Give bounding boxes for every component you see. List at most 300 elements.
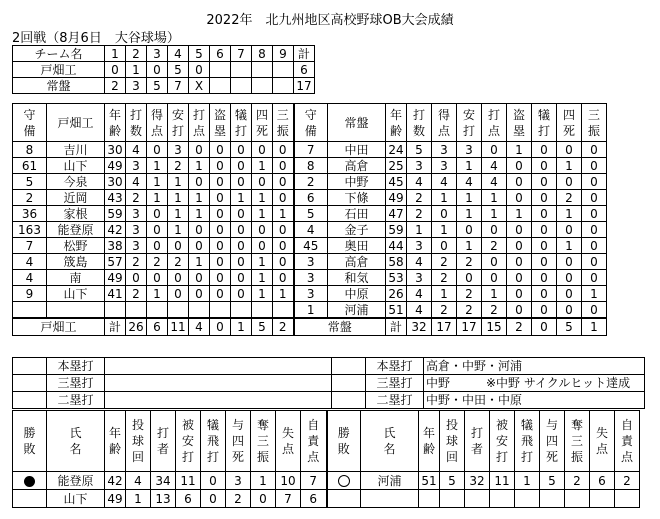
pitching-header-cell: 奪 三 振: [251, 411, 276, 472]
inning-runs-cell: [210, 78, 231, 94]
batter-stat: 2: [557, 190, 582, 206]
batter-stat: 0: [582, 222, 607, 238]
batter-stat: 0: [582, 190, 607, 206]
batter-name: [47, 302, 105, 319]
total-stat: 5: [557, 318, 582, 336]
inning-runs-cell: 7: [168, 78, 189, 94]
inning-runs-cell: 5: [168, 62, 189, 78]
batter-stat: 3: [407, 270, 432, 286]
batter-stat: 0: [189, 142, 210, 158]
batter-stat: [13, 302, 47, 319]
batter-stat: 0: [457, 270, 482, 286]
pitcher-stat: 5: [440, 472, 465, 490]
batter-stat: 3: [407, 238, 432, 254]
batter-stat: 0: [231, 142, 252, 158]
batter-stat: 1: [557, 158, 582, 174]
totals-label: 計: [105, 318, 126, 336]
pitcher-stat: [490, 490, 515, 508]
batter-stat: 45: [386, 174, 407, 190]
batter-stat: 0: [482, 254, 507, 270]
stat-header: 得 点: [147, 104, 168, 142]
batter-stat: 0: [557, 222, 582, 238]
pitcher-stat: 11: [176, 472, 201, 490]
total-stat: 2: [273, 318, 294, 336]
batter-stat: 0: [432, 206, 457, 222]
pitcher-stat: 13: [151, 490, 176, 508]
batter-stat: 2: [147, 254, 168, 270]
pitching-header-cell: 打 者: [465, 411, 490, 472]
batter-stat: 0: [273, 174, 294, 190]
batter-stat: 44: [386, 238, 407, 254]
batter-stat: 3: [168, 142, 189, 158]
batter-stat: 0: [252, 238, 273, 254]
batter-stat: 0: [507, 238, 532, 254]
batter-stat: 4: [457, 174, 482, 190]
batter-stat: 26: [386, 286, 407, 302]
batter-stat: 0: [231, 158, 252, 174]
batter-stat: 0: [189, 286, 210, 302]
pitching-header-cell: 犠 飛 打: [201, 411, 226, 472]
pitcher-stat: 42: [105, 472, 126, 490]
batter-stat: 30: [105, 174, 126, 190]
batter-stat: 2: [407, 190, 432, 206]
pitching-header-cell: 奪 三 振: [565, 411, 590, 472]
batter-stat: 1: [252, 286, 273, 302]
pitching-header-cell: 与 四 死: [226, 411, 251, 472]
batter-row: [13, 238, 607, 254]
batter-stat: 24: [386, 142, 407, 158]
blank-cell: [13, 358, 47, 375]
batter-stat: 1: [231, 190, 252, 206]
stat-header: 年 齢: [386, 104, 407, 142]
inning-runs-cell: 3: [126, 78, 147, 94]
inning-runs-cell: [252, 62, 273, 78]
blank-cell: [332, 375, 366, 392]
batter-name: 下條: [328, 190, 386, 206]
extra-base-row: [13, 375, 645, 392]
batter-stat: 1: [457, 238, 482, 254]
batter-stat: 0: [507, 270, 532, 286]
batter-stat: 2: [168, 254, 189, 270]
line-score-row: [13, 78, 315, 94]
batter-stat: 1: [252, 254, 273, 270]
batter-stat: 0: [210, 222, 231, 238]
pitcher-stat: 4: [126, 472, 151, 490]
pitching-table: [12, 410, 640, 508]
batter-stat: 5: [294, 206, 328, 222]
batter-stat: 2: [457, 254, 482, 270]
batter-stat: 0: [507, 254, 532, 270]
batter-stat: 0: [210, 206, 231, 222]
line-score-table: [12, 45, 315, 94]
batter-name: 高倉: [328, 158, 386, 174]
batter-stat: 1: [168, 206, 189, 222]
line-score-header-cell: 5: [189, 46, 210, 62]
line-score-header: [13, 46, 315, 62]
batter-stat: 49: [105, 158, 126, 174]
pitcher-stat: [615, 490, 640, 508]
batter-stat: 58: [386, 254, 407, 270]
batter-stat: 0: [147, 222, 168, 238]
pitching-header-cell: 失 点: [590, 411, 615, 472]
blank-cell: [13, 375, 47, 392]
batter-stat: 4: [126, 142, 147, 158]
line-score-header-cell: 4: [168, 46, 189, 62]
batter-stat: 0: [210, 174, 231, 190]
batter-stat: 0: [189, 238, 210, 254]
batter-stat: 1: [189, 206, 210, 222]
batter-stat: 30: [105, 142, 126, 158]
game-subtitle: 2回戦（8月6日 大谷球場）: [12, 31, 180, 46]
batter-stat: 43: [105, 190, 126, 206]
batter-stat: 4: [482, 158, 507, 174]
batter-stat: 0: [273, 222, 294, 238]
batter-stat: 0: [482, 142, 507, 158]
batter-stat: 53: [386, 270, 407, 286]
batter-stat: 0: [532, 206, 557, 222]
batter-row: [13, 270, 607, 286]
batter-stat: 0: [582, 158, 607, 174]
batter-stat: 1: [168, 190, 189, 206]
line-score-header-cell: チーム名: [13, 46, 105, 62]
stat-header: 安 打: [457, 104, 482, 142]
pitcher-name: 山下: [47, 490, 105, 508]
pitcher-stat: [13, 490, 47, 508]
batter-stat: 4: [13, 254, 47, 270]
batter-stat: 4: [407, 174, 432, 190]
batter-stat: 1: [482, 206, 507, 222]
batter-stat: 3: [126, 222, 147, 238]
batter-stat: 4: [126, 174, 147, 190]
batter-stat: 1: [189, 190, 210, 206]
batter-stat: 4: [407, 302, 432, 319]
loss-mark-icon: [13, 472, 47, 490]
batter-stat: 0: [147, 206, 168, 222]
batter-stat: 1: [507, 206, 532, 222]
batter-stat: 1: [557, 206, 582, 222]
batter-stat: 0: [210, 190, 231, 206]
position-header: 守 備: [13, 104, 47, 142]
inning-runs-cell: [252, 78, 273, 94]
batter-stat: 1: [407, 222, 432, 238]
batter-stat: 0: [582, 238, 607, 254]
hit-type-label: 三塁打: [366, 375, 424, 392]
pitcher-stat: [440, 490, 465, 508]
batter-stat: 0: [507, 158, 532, 174]
pitching-header-cell: 投 球 回: [440, 411, 465, 472]
pitcher-row: [13, 472, 640, 490]
batting-totals-row: [13, 318, 607, 336]
pitching-header-cell: 失 点: [276, 411, 301, 472]
inning-runs-cell: X: [189, 78, 210, 94]
batter-stat: 1: [273, 206, 294, 222]
batter-stat: 25: [386, 158, 407, 174]
batter-stat: 7: [13, 238, 47, 254]
batter-name: 家根: [47, 206, 105, 222]
batter-name: 山下: [47, 286, 105, 302]
batter-stat: 0: [532, 190, 557, 206]
batter-stat: 1: [457, 158, 482, 174]
batter-stat: 0: [252, 142, 273, 158]
batter-stat: 1: [294, 302, 328, 319]
batter-stat: 0: [582, 254, 607, 270]
pitcher-stat: 7: [276, 490, 301, 508]
pitching-header-cell: 勝 敗: [13, 411, 47, 472]
extra-base-hits-table: [12, 357, 645, 409]
batter-stat: 0: [557, 174, 582, 190]
totals-label: 計: [386, 318, 407, 336]
batter-stat: 49: [105, 270, 126, 286]
page-title: 2022年 北九州地区高校野球OB大会成績: [206, 13, 454, 28]
batter-row: [13, 302, 607, 319]
batter-stat: 0: [582, 270, 607, 286]
batter-stat: 0: [147, 142, 168, 158]
team-header: 常盤: [328, 104, 386, 142]
batter-stat: 1: [432, 222, 457, 238]
pitching-header-cell: 自 責 点: [615, 411, 640, 472]
pitcher-stat: 51: [419, 472, 440, 490]
batter-stat: 0: [557, 270, 582, 286]
batter-stat: 0: [532, 286, 557, 302]
batter-stat: 0: [210, 254, 231, 270]
batter-stat: 0: [210, 142, 231, 158]
pitching-header-cell: 被 安 打: [176, 411, 201, 472]
pitcher-stat: [419, 490, 440, 508]
batter-stat: 1: [432, 190, 457, 206]
batter-name: 中野: [328, 174, 386, 190]
batter-name: 近岡: [47, 190, 105, 206]
batting-table: [12, 103, 607, 336]
batter-stat: 45: [294, 238, 328, 254]
batter-stat: 1: [252, 190, 273, 206]
pitcher-stat: 6: [176, 490, 201, 508]
line-score-header-cell: 2: [126, 46, 147, 62]
batter-stat: 0: [147, 270, 168, 286]
batter-stat: [231, 302, 252, 319]
batter-stat: 1: [168, 174, 189, 190]
batter-stat: 1: [457, 206, 482, 222]
pitching-header-cell: 年 齢: [419, 411, 440, 472]
batter-stat: 0: [210, 270, 231, 286]
batter-stat: [105, 302, 126, 319]
stat-header: 盗 塁: [210, 104, 231, 142]
hitters-list: 中野・中田・中原: [424, 392, 645, 409]
total-stat: 17: [432, 318, 457, 336]
pitcher-stat: [465, 490, 490, 508]
batter-stat: 2: [126, 254, 147, 270]
total-stat: 15: [482, 318, 507, 336]
batter-name: 中田: [328, 142, 386, 158]
pitching-header-cell: 勝 敗: [327, 411, 361, 472]
batter-stat: 0: [273, 270, 294, 286]
batter-stat: 1: [252, 270, 273, 286]
hitters-list: [105, 392, 332, 409]
batter-name: 今泉: [47, 174, 105, 190]
line-score-header-cell: 1: [105, 46, 126, 62]
batter-stat: 0: [532, 238, 557, 254]
pitcher-stat: 1: [251, 472, 276, 490]
batter-stat: 0: [482, 222, 507, 238]
batter-stat: 1: [147, 286, 168, 302]
batter-stat: 1: [482, 286, 507, 302]
batter-stat: 0: [557, 254, 582, 270]
batter-stat: 0: [557, 286, 582, 302]
batter-name: 河浦: [328, 302, 386, 319]
pitcher-stat: 2: [615, 472, 640, 490]
pitching-header-cell: 与 四 死: [540, 411, 565, 472]
batter-stat: 0: [126, 270, 147, 286]
team-name-cell: 常盤: [13, 78, 105, 94]
batter-stat: 0: [507, 286, 532, 302]
pitcher-name: 河浦: [361, 472, 419, 490]
batter-name: 和気: [328, 270, 386, 286]
hit-type-label: 三塁打: [47, 375, 105, 392]
pitcher-stat: 34: [151, 472, 176, 490]
batter-stat: 1: [507, 142, 532, 158]
pitcher-stat: 7: [301, 472, 327, 490]
stat-header: 犠 打: [532, 104, 557, 142]
batter-stat: 1: [252, 158, 273, 174]
totals-team-label: 戸畑工: [13, 318, 105, 336]
pitcher-stat: 1: [515, 472, 540, 490]
pitcher-stat: 6: [301, 490, 327, 508]
stat-header: 犠 打: [231, 104, 252, 142]
pitching-header: [13, 411, 640, 472]
stat-header: 打 点: [482, 104, 507, 142]
batter-stat: 0: [231, 222, 252, 238]
team-name-cell: 戸畑工: [13, 62, 105, 78]
position-header: 守 備: [294, 104, 328, 142]
hit-type-label: 本塁打: [47, 358, 105, 375]
batter-stat: 4: [482, 174, 507, 190]
total-runs-cell: 6: [294, 62, 315, 78]
line-score-header-cell: 6: [210, 46, 231, 62]
batter-stat: 42: [105, 222, 126, 238]
batter-row: [13, 206, 607, 222]
pitcher-stat: [515, 490, 540, 508]
batter-name: 金子: [328, 222, 386, 238]
hitters-list: 高倉・中野・河浦: [424, 358, 645, 375]
batter-stat: 1: [432, 286, 457, 302]
batter-stat: 0: [168, 270, 189, 286]
batter-stat: 5: [407, 142, 432, 158]
pitching-header-cell: 犠 飛 打: [515, 411, 540, 472]
hitters-list: 中野 ※中野 サイクルヒット達成: [424, 375, 645, 392]
batter-stat: 0: [582, 174, 607, 190]
total-runs-cell: 17: [294, 78, 315, 94]
win-mark-icon: [327, 472, 361, 490]
total-stat: 6: [147, 318, 168, 336]
batter-stat: 0: [231, 254, 252, 270]
batter-stat: 0: [273, 238, 294, 254]
total-stat: 1: [231, 318, 252, 336]
batter-stat: 0: [507, 174, 532, 190]
batter-name: 中原: [328, 286, 386, 302]
batter-stat: 0: [231, 286, 252, 302]
inning-runs-cell: [210, 62, 231, 78]
batter-stat: 1: [252, 206, 273, 222]
batter-stat: 0: [507, 302, 532, 319]
hitters-list: [105, 358, 332, 375]
batter-stat: 2: [457, 302, 482, 319]
batter-stat: 57: [105, 254, 126, 270]
batter-stat: [252, 302, 273, 319]
line-score-header-cell: 9: [273, 46, 294, 62]
batter-stat: 2: [407, 206, 432, 222]
line-score-header-cell: 計: [294, 46, 315, 62]
pitching-header-cell: 自 責 点: [301, 411, 327, 472]
blank-cell: [332, 358, 366, 375]
batter-stat: 3: [126, 158, 147, 174]
total-stat: 32: [407, 318, 432, 336]
batter-stat: 2: [126, 190, 147, 206]
pitcher-stat: [540, 490, 565, 508]
batter-stat: 0: [189, 174, 210, 190]
batter-stat: 8: [13, 142, 47, 158]
batter-stat: 0: [231, 206, 252, 222]
batter-stat: 59: [386, 222, 407, 238]
batter-stat: 1: [482, 190, 507, 206]
hit-type-label: 二塁打: [366, 392, 424, 409]
blank-cell: [332, 392, 366, 409]
batter-stat: 0: [210, 238, 231, 254]
total-stat: 26: [126, 318, 147, 336]
batter-name: 能登原: [47, 222, 105, 238]
inning-runs-cell: 2: [105, 78, 126, 94]
line-score-header-cell: 3: [147, 46, 168, 62]
stat-header: 年 齢: [105, 104, 126, 142]
batter-stat: 3: [126, 206, 147, 222]
batter-stat: 0: [507, 190, 532, 206]
total-stat: 11: [168, 318, 189, 336]
batter-stat: 0: [557, 142, 582, 158]
stat-header: 打 数: [407, 104, 432, 142]
pitcher-name: [361, 490, 419, 508]
batter-stat: 1: [147, 158, 168, 174]
batter-stat: 0: [457, 222, 482, 238]
batter-stat: 0: [532, 174, 557, 190]
batter-stat: 6: [294, 190, 328, 206]
total-stat: 1: [582, 318, 607, 336]
batter-stat: 4: [432, 174, 457, 190]
pitcher-stat: 3: [226, 472, 251, 490]
batter-stat: 163: [13, 222, 47, 238]
batter-stat: 0: [252, 222, 273, 238]
batter-stat: 0: [147, 238, 168, 254]
line-score-row: [13, 62, 315, 78]
batter-stat: 1: [147, 190, 168, 206]
batter-stat: 3: [407, 158, 432, 174]
batter-stat: 2: [168, 158, 189, 174]
pitching-header-cell: 打 者: [151, 411, 176, 472]
batter-stat: [147, 302, 168, 319]
batter-row: [13, 222, 607, 238]
batter-stat: 4: [13, 270, 47, 286]
batter-stat: 36: [13, 206, 47, 222]
pitcher-stat: 0: [201, 490, 226, 508]
batter-stat: 0: [582, 206, 607, 222]
batter-stat: 0: [532, 270, 557, 286]
batter-row: [13, 174, 607, 190]
total-stat: 0: [210, 318, 231, 336]
batter-stat: 0: [210, 158, 231, 174]
batter-stat: 0: [273, 254, 294, 270]
batter-stat: 49: [386, 190, 407, 206]
batter-stat: [273, 302, 294, 319]
batter-stat: 0: [532, 302, 557, 319]
batter-name: 石田: [328, 206, 386, 222]
batter-stat: 1: [273, 286, 294, 302]
